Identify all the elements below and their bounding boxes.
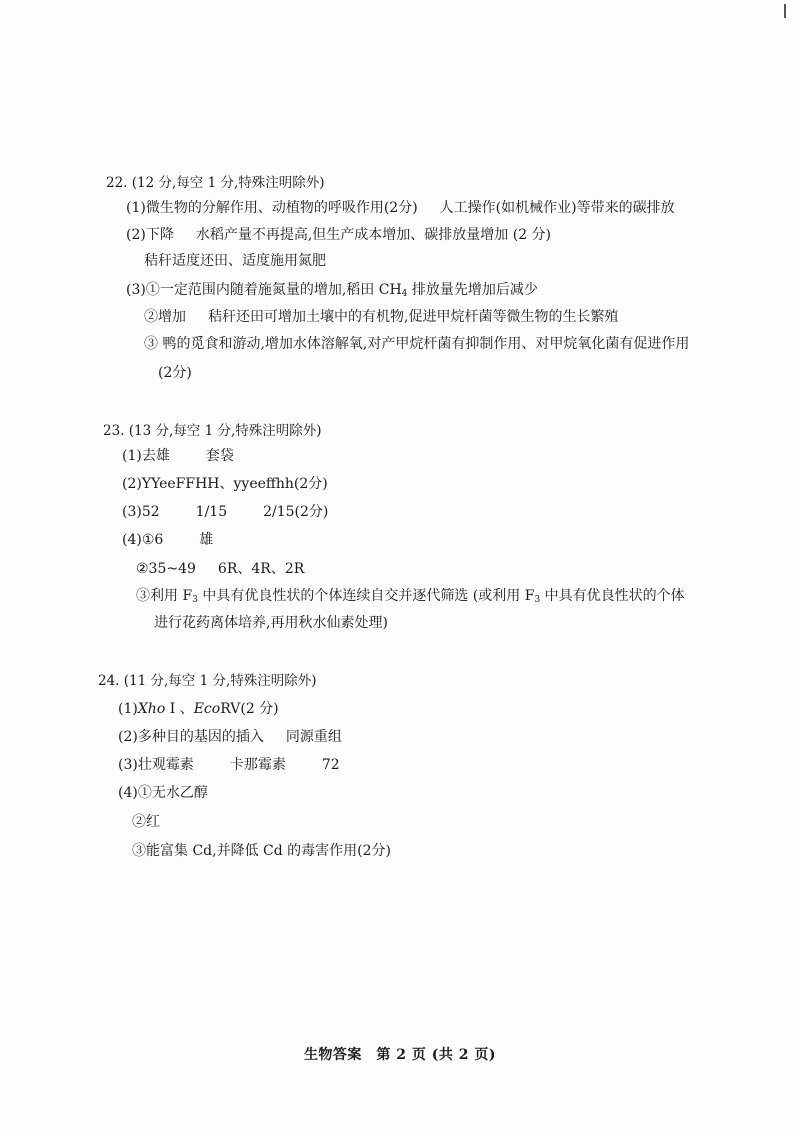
q23-answer-4d [136, 587, 685, 605]
q22-answer-3a [126, 281, 538, 299]
scan-corner-mark [784, 4, 786, 18]
q23-answer-4e: 进行花药离体培养,再用秋水仙素处理) [154, 615, 388, 631]
q24-header: 24. (11 分,每空 1 分,特殊注明除外) [98, 673, 317, 689]
q22-answer-2 [126, 226, 551, 244]
q23-answer-4a [122, 531, 213, 549]
q22-answer-2b: 水稻产量不再提高,但生产成本增加、碳排放量增加 (2 分) [195, 227, 552, 243]
ch4-subscript: 4 [401, 289, 408, 299]
q23-answer-1 [122, 447, 234, 465]
ecorv-suffix: RV(2 分) [220, 701, 279, 717]
q23-header: 23. (13 分,每空 1 分,特殊注明除外) [103, 423, 322, 439]
q22-answer-3b2: 秸秆还田可增加土壤中的有机物,促进甲烷杆菌等微生物的生长繁殖 [208, 309, 619, 325]
q23-answer-3 [122, 503, 328, 521]
f3-subscript: 3 [192, 595, 198, 605]
q23-answer-4b: 雄 [199, 532, 214, 548]
q24-answer-2b: 同源重组 [285, 729, 342, 745]
q23-answer-3b: 1/15 [195, 504, 228, 520]
q24-answer-3c: 72 [321, 757, 340, 773]
ecorv-enzyme: Eco [193, 701, 221, 717]
page-footer: 生物答案 第 2 页 (共 2 页) [303, 1047, 497, 1063]
q23-answer-4d-mid: 中具有优良性状的个体连续自交并逐代筛选 (或利用 F [197, 588, 535, 604]
q22-header: 22. (12 分,每空 1 分,特殊注明除外) [106, 175, 325, 191]
q22-answer-3a-text: (3)①一定范围内随着施氮量的增加,稻田 CH [126, 282, 402, 298]
q22-answer-3b [144, 308, 618, 326]
q24-answer-3 [118, 756, 340, 774]
q23-answer-3c: 2/15(2分) [263, 504, 329, 520]
q23-answer-1b: 套袋 [205, 448, 234, 464]
q24-answer-4a: (4)①无水乙醇 [118, 785, 208, 801]
xhoi-enzyme: Xho [137, 701, 166, 717]
xhoi-suffix: I 、 [165, 701, 194, 717]
q23-answer-4a-value: (4)①6 [122, 532, 164, 548]
f3-subscript-2: 3 [534, 595, 541, 605]
q22-answer-3b1: ②增加 [144, 309, 186, 325]
q23-answer-4c1: ②35~49 [136, 561, 196, 577]
q24-answer-1 [118, 700, 279, 718]
q22-answer-2a: (2)下降 [126, 227, 174, 243]
q22-answer-3a-text-end: 排放量先增加后减少 [407, 282, 538, 298]
q23-answer-4d-end: 中具有优良性状的个体 [540, 588, 685, 604]
q23-answer-2: (2)YYeeFFHH、yyeeffhh(2分) [122, 476, 328, 492]
q24-answer-3b: 卡那霉素 [229, 757, 286, 773]
q23-answer-3a: (3)52 [122, 504, 160, 520]
q24-answer-1-label: (1) [118, 701, 138, 717]
q22-answer-1 [126, 199, 675, 217]
q24-answer-4c: ③能富集 Cd,并降低 Cd 的毒害作用(2分) [132, 843, 391, 859]
q22-answer-3d: (2分) [158, 365, 192, 381]
q22-answer-3c: ③ 鸭的觅食和游动,增加水体溶解氧,对产甲烷杆菌有抑制作用、对甲烷氧化菌有促进作用 [144, 336, 690, 352]
q24-answer-2 [118, 728, 342, 746]
q23-answer-4d-text: ③利用 F [136, 588, 193, 604]
q23-answer-4c2: 6R、4R、2R [217, 561, 305, 577]
q22-answer-1a: (1)微生物的分解作用、动植物的呼吸作用(2分) [126, 200, 418, 216]
q23-answer-4c [136, 560, 304, 578]
q22-answer-2c: 秸秆适度还田、适度施用氮肥 [144, 253, 326, 269]
q22-answer-1b: 人工操作(如机械作业)等带来的碳排放 [439, 200, 675, 216]
q23-answer-1a: (1)去雄 [122, 448, 170, 464]
q24-answer-4b: ②红 [132, 814, 160, 830]
q24-answer-3a: (3)壮观霉素 [118, 757, 194, 773]
q24-answer-2a: (2)多种目的基因的插入 [118, 729, 264, 745]
